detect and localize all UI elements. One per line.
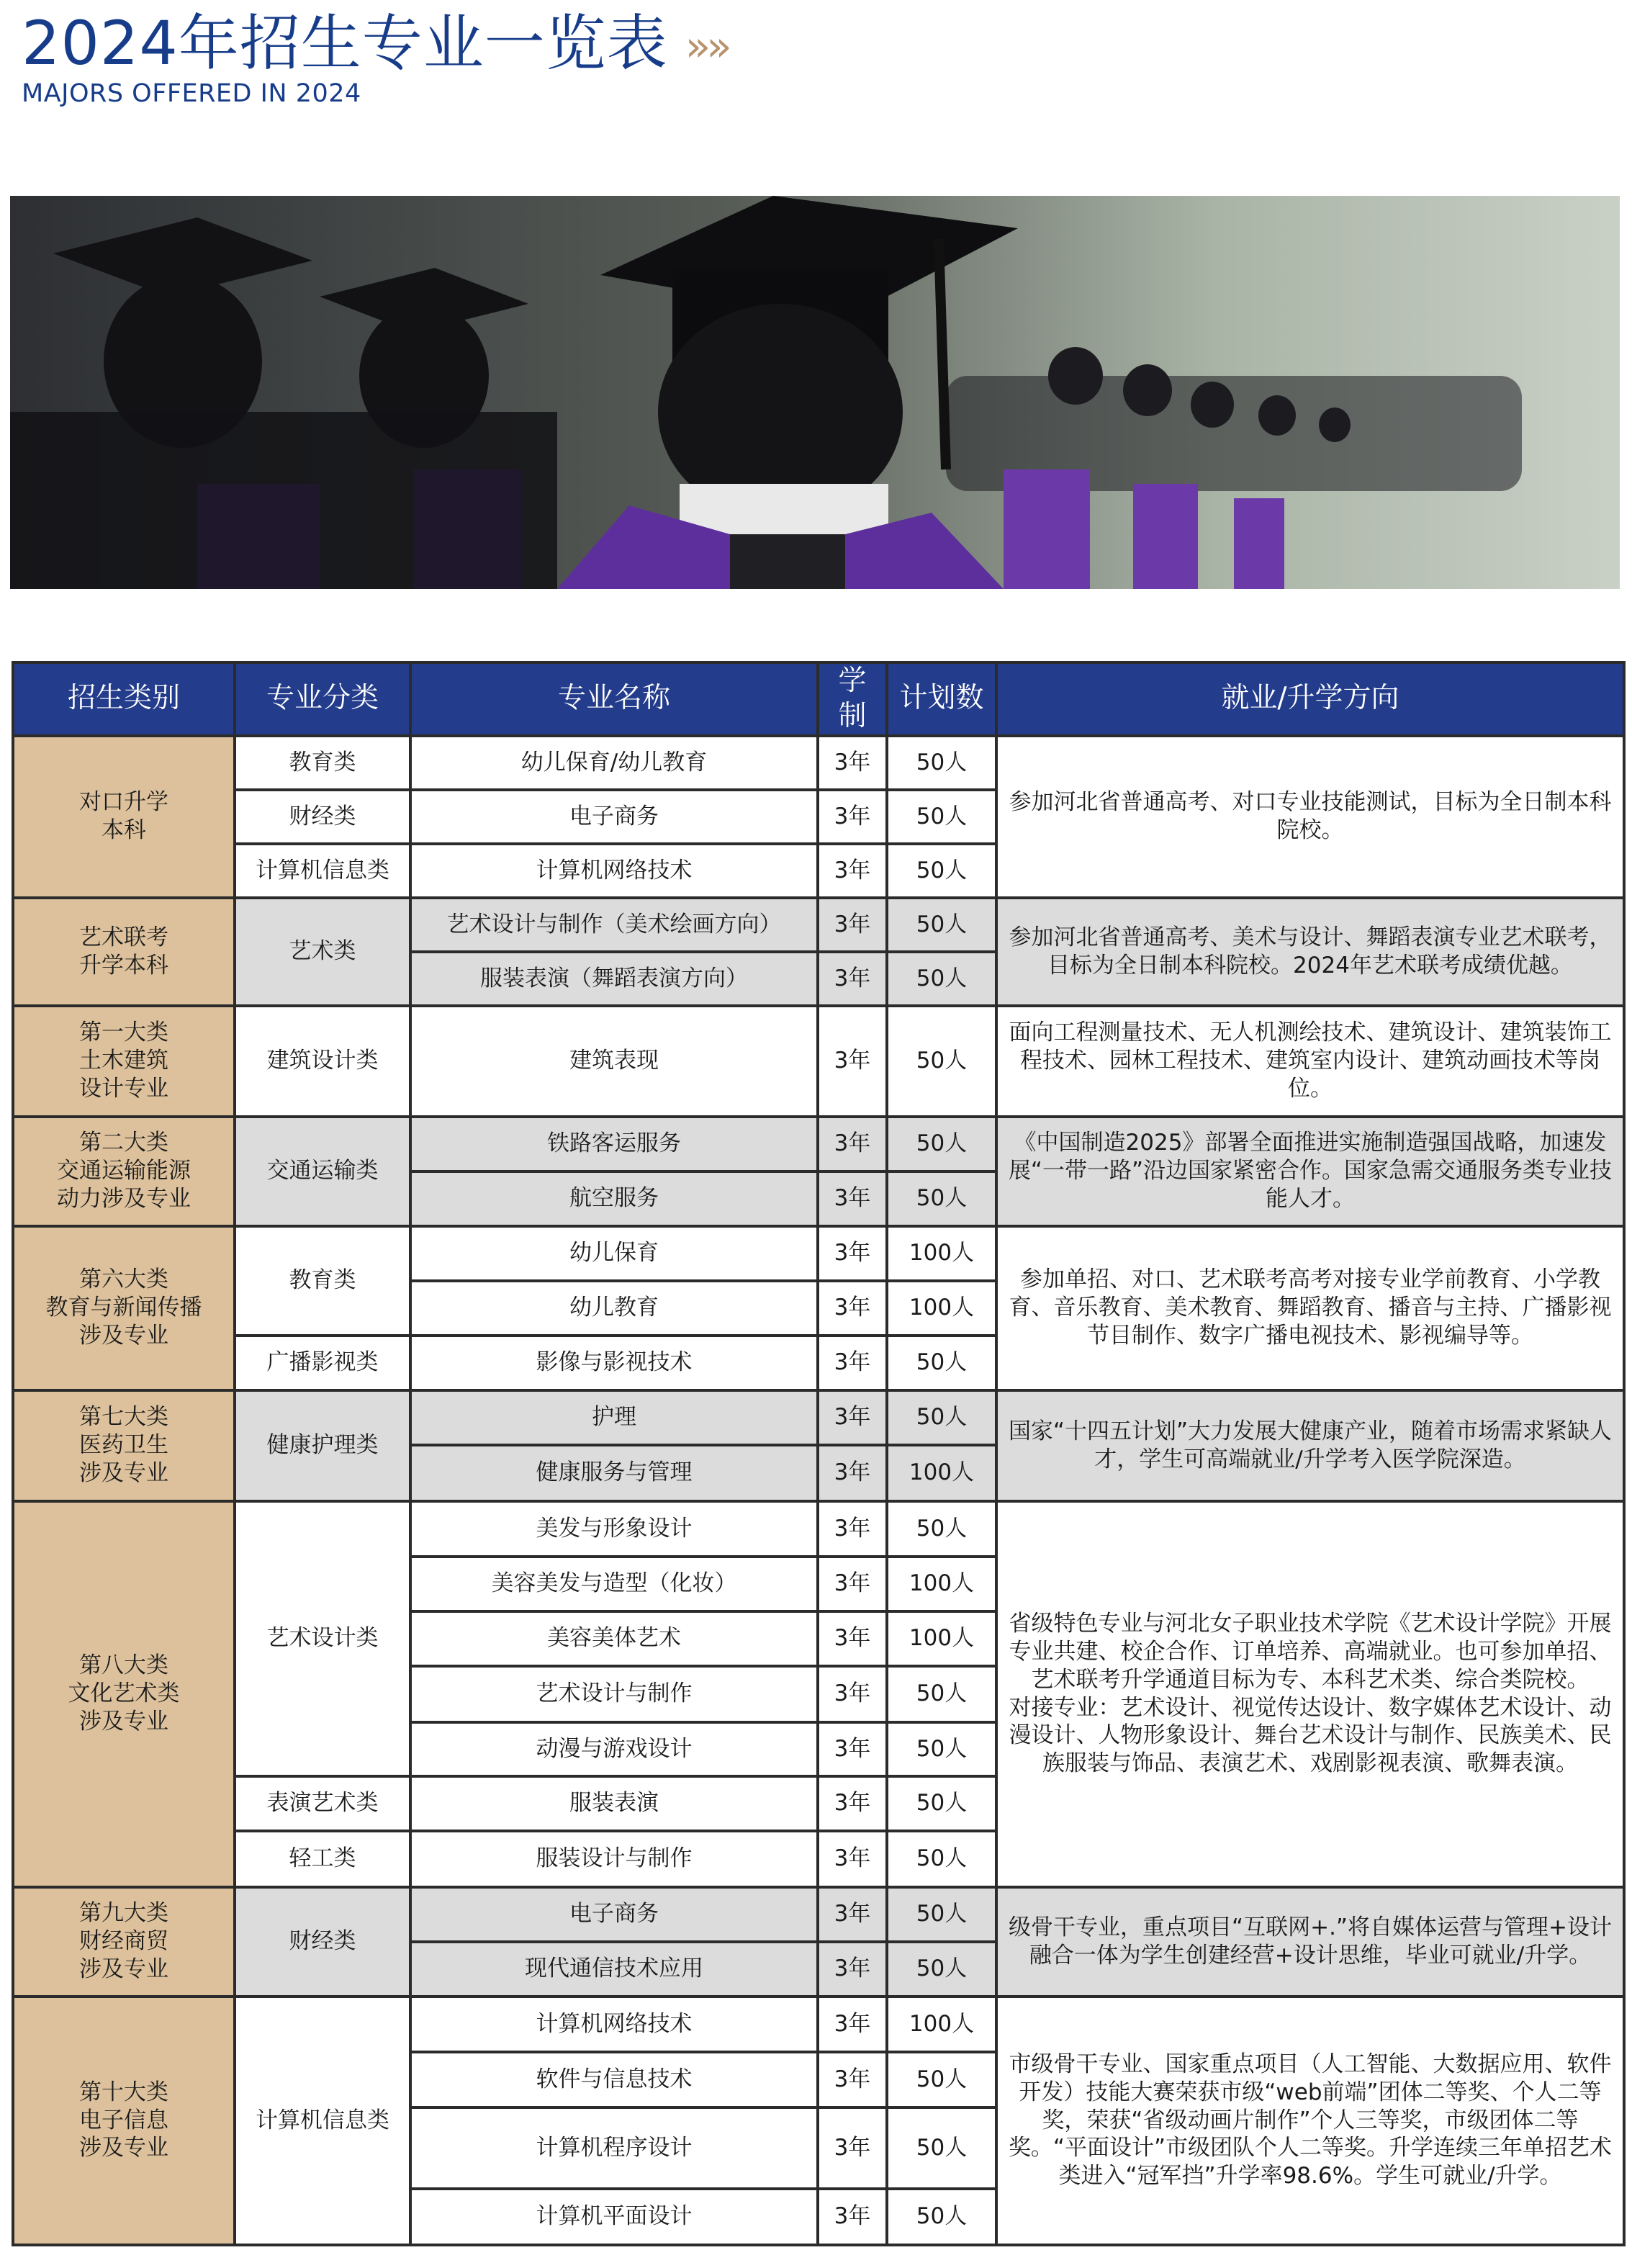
plan-cell: 50人 — [887, 1501, 996, 1557]
category-cell: 第九大类 财经商贸 涉及专业 — [13, 1887, 235, 1997]
major-name-cell: 动漫与游戏设计 — [410, 1722, 818, 1776]
plan-cell: 50人 — [887, 2107, 996, 2189]
plan-cell: 50人 — [887, 1117, 996, 1171]
plan-cell: 50人 — [887, 1006, 996, 1117]
type-cell: 计算机信息类 — [235, 1997, 410, 2245]
table-header-row — [13, 662, 1624, 736]
direction-cell: 市级骨干专业、国家重点项目（人工智能、大数据应用、软件开发）技能大赛荣获市级“web前端”团体二等奖、个人二等奖，荣获“省级动画片制作”个人三等奖，市级团体二等奖。“平面设计”市级团队个人二等奖。升学连续三年单招艺术类进入“冠军挡”升学率98.6%。学生可就业/升学。 — [996, 1997, 1624, 2245]
major-name-cell: 计算机网络技术 — [410, 844, 818, 898]
plan-cell: 50人 — [887, 1887, 996, 1942]
page-subtitle: MAJORS OFFERED IN 2024 — [22, 79, 361, 109]
years-cell: 3年 — [818, 1557, 887, 1611]
type-cell: 建筑设计类 — [235, 1006, 410, 1117]
years-cell: 3年 — [818, 1501, 887, 1557]
header-name: 专业名称 — [410, 662, 818, 736]
major-name-cell: 幼儿保育 — [410, 1226, 818, 1281]
type-cell: 教育类 — [235, 1226, 410, 1336]
plan-cell: 50人 — [887, 1336, 996, 1390]
direction-cell: 参加单招、对口、艺术联考高考对接专业学前教育、小学教育、音乐教育、美术教育、舞蹈教育、播音与主持、广播影视节目制作、数字广播电视技术、影视编导等。 — [996, 1226, 1624, 1390]
major-name-cell: 软件与信息技术 — [410, 2052, 818, 2107]
category-cell: 第二大类 交通运输能源 动力涉及专业 — [13, 1117, 235, 1226]
plan-cell: 50人 — [887, 1722, 996, 1776]
major-name-cell: 计算机程序设计 — [410, 2107, 818, 2189]
header-plan: 计划数 — [887, 662, 996, 736]
table-row — [13, 1006, 1624, 1117]
major-name-cell: 美容美体艺术 — [410, 1611, 818, 1666]
years-cell: 3年 — [818, 2189, 887, 2245]
type-cell: 健康护理类 — [235, 1390, 410, 1501]
direction-cell: 省级特色专业与河北女子职业技术学院《艺术设计学院》开展专业共建、校企合作、订单培养、高端就业。也可参加单招、艺术联考升学通道目标为专、本科艺术类、综合类院校。 对接专业：艺术设计、视觉传达设计、数字媒体艺术设计、动漫设计、人物形象设计、舞台艺术设计与制作、民族美术、民族服装与饰品、表演艺术、戏剧影视表演、歌舞表演。 — [996, 1501, 1624, 1887]
years-cell: 3年 — [818, 1942, 887, 1997]
title-row — [22, 10, 1101, 76]
header-category: 招生类别 — [13, 662, 235, 736]
type-cell: 广播影视类 — [235, 1336, 410, 1390]
years-cell: 3年 — [818, 1226, 887, 1281]
plan-cell: 100人 — [887, 1445, 996, 1501]
years-cell: 3年 — [818, 1887, 887, 1942]
table-row — [13, 1226, 1624, 1281]
major-name-cell: 艺术设计与制作 — [410, 1666, 818, 1722]
major-name-cell: 航空服务 — [410, 1171, 818, 1226]
header-years: 学制 — [818, 662, 887, 736]
years-cell: 3年 — [818, 1281, 887, 1336]
major-name-cell: 服装表演 — [410, 1776, 818, 1831]
plan-cell: 50人 — [887, 898, 996, 952]
direction-cell: 级骨干专业，重点项目“互联网+.”将自媒体运营与管理+设计融合一体为学生创建经营+设计思维，毕业可就业/升学。 — [996, 1887, 1624, 1997]
category-cell: 艺术联考 升学本科 — [13, 898, 235, 1006]
direction-cell: 《中国制造2025》部署全面推进实施制造强国战略，加速发展“一带一路”沿边国家紧密合作。国家急需交通服务类专业技能人才。 — [996, 1117, 1624, 1226]
type-cell: 财经类 — [235, 1887, 410, 1997]
plan-cell: 50人 — [887, 1831, 996, 1887]
type-cell: 计算机信息类 — [235, 844, 410, 898]
years-cell: 3年 — [818, 790, 887, 844]
major-name-cell: 电子商务 — [410, 790, 818, 844]
major-name-cell: 服装表演（舞蹈表演方向） — [410, 952, 818, 1006]
years-cell: 3年 — [818, 898, 887, 952]
years-cell: 3年 — [818, 952, 887, 1006]
plan-cell: 100人 — [887, 1611, 996, 1666]
major-name-cell: 计算机平面设计 — [410, 2189, 818, 2245]
category-cell: 对口升学 本科 — [13, 736, 235, 898]
major-name-cell: 幼儿教育 — [410, 1281, 818, 1336]
plan-cell: 100人 — [887, 1557, 996, 1611]
major-name-cell: 计算机网络技术 — [410, 1997, 818, 2052]
category-cell: 第六大类 教育与新闻传播 涉及专业 — [13, 1226, 235, 1390]
years-cell: 3年 — [818, 2107, 887, 2189]
years-cell: 3年 — [818, 1831, 887, 1887]
header-type: 专业分类 — [235, 662, 410, 736]
type-cell: 表演艺术类 — [235, 1776, 410, 1831]
category-cell: 第十大类 电子信息 涉及专业 — [13, 1997, 235, 2245]
plan-cell: 100人 — [887, 1997, 996, 2052]
plan-cell: 50人 — [887, 1390, 996, 1445]
graduates-illustration — [10, 196, 1620, 589]
plan-cell: 50人 — [887, 1666, 996, 1722]
plan-cell: 50人 — [887, 2189, 996, 2245]
plan-cell: 50人 — [887, 844, 996, 898]
category-cell: 第七大类 医药卫生 涉及专业 — [13, 1390, 235, 1501]
type-cell: 轻工类 — [235, 1831, 410, 1887]
majors-table — [12, 661, 1626, 2246]
years-cell: 3年 — [818, 1776, 887, 1831]
plan-cell: 50人 — [887, 2052, 996, 2107]
table-row — [13, 1117, 1624, 1171]
table-row — [13, 1887, 1624, 1942]
years-cell: 3年 — [818, 1171, 887, 1226]
table-row — [13, 736, 1624, 790]
years-cell: 3年 — [818, 1006, 887, 1117]
plan-cell: 100人 — [887, 1226, 996, 1281]
header-direction: 就业/升学方向 — [996, 662, 1624, 736]
plan-cell: 50人 — [887, 952, 996, 1006]
major-name-cell: 美发与形象设计 — [410, 1501, 818, 1557]
years-cell: 3年 — [818, 1390, 887, 1445]
plan-cell: 50人 — [887, 1776, 996, 1831]
type-cell: 艺术设计类 — [235, 1501, 410, 1776]
type-cell: 财经类 — [235, 790, 410, 844]
plan-cell: 50人 — [887, 1942, 996, 1997]
years-cell: 3年 — [818, 736, 887, 790]
plan-cell: 100人 — [887, 1281, 996, 1336]
years-cell: 3年 — [818, 1445, 887, 1501]
years-cell: 3年 — [818, 1722, 887, 1776]
table-row — [13, 1501, 1624, 1557]
table-row — [13, 1390, 1624, 1445]
major-name-cell: 幼儿保育/幼儿教育 — [410, 736, 818, 790]
years-cell: 3年 — [818, 1611, 887, 1666]
direction-cell: 面向工程测量技术、无人机测绘技术、建筑设计、建筑装饰工程技术、园林工程技术、建筑室内设计、建筑动画技术等岗位。 — [996, 1006, 1624, 1117]
major-name-cell: 健康服务与管理 — [410, 1445, 818, 1501]
chevrons-decoration: »» — [685, 22, 728, 71]
table-body — [13, 736, 1624, 2245]
direction-cell: 国家“十四五计划”大力发展大健康产业，随着市场需求紧缺人才，学生可高端就业/升学考入医学院深造。 — [996, 1390, 1624, 1501]
page-header — [22, 10, 1101, 108]
page-title: 2024年招生专业一览表 — [22, 8, 668, 78]
direction-cell: 参加河北省普通高考、美术与设计、舞蹈表演专业艺术联考，目标为全日制本科院校。2024年艺术联考成绩优越。 — [996, 898, 1624, 1006]
plan-cell: 50人 — [887, 736, 996, 790]
major-name-cell: 服装设计与制作 — [410, 1831, 818, 1887]
category-cell: 第八大类 文化艺术类 涉及专业 — [13, 1501, 235, 1887]
major-name-cell: 现代通信技术应用 — [410, 1942, 818, 1997]
years-cell: 3年 — [818, 1336, 887, 1390]
table-row — [13, 1997, 1624, 2052]
years-cell: 3年 — [818, 1997, 887, 2052]
years-cell: 3年 — [818, 2052, 887, 2107]
major-name-cell: 建筑表现 — [410, 1006, 818, 1117]
major-name-cell: 铁路客运服务 — [410, 1117, 818, 1171]
major-name-cell: 电子商务 — [410, 1887, 818, 1942]
plan-cell: 50人 — [887, 790, 996, 844]
category-cell: 第一大类 土木建筑 设计专业 — [13, 1006, 235, 1117]
plan-cell: 50人 — [887, 1171, 996, 1226]
years-cell: 3年 — [818, 844, 887, 898]
type-cell: 教育类 — [235, 736, 410, 790]
major-name-cell: 艺术设计与制作（美术绘画方向） — [410, 898, 818, 952]
type-cell: 交通运输类 — [235, 1117, 410, 1226]
major-name-cell: 护理 — [410, 1390, 818, 1445]
major-name-cell: 美容美发与造型（化妆） — [410, 1557, 818, 1611]
type-cell: 艺术类 — [235, 898, 410, 1006]
direction-cell: 参加河北省普通高考、对口专业技能测试，目标为全日制本科院校。 — [996, 736, 1624, 898]
years-cell: 3年 — [818, 1666, 887, 1722]
years-cell: 3年 — [818, 1117, 887, 1171]
graduates-photo — [10, 196, 1620, 589]
major-name-cell: 影像与影视技术 — [410, 1336, 818, 1390]
table-row — [13, 898, 1624, 952]
